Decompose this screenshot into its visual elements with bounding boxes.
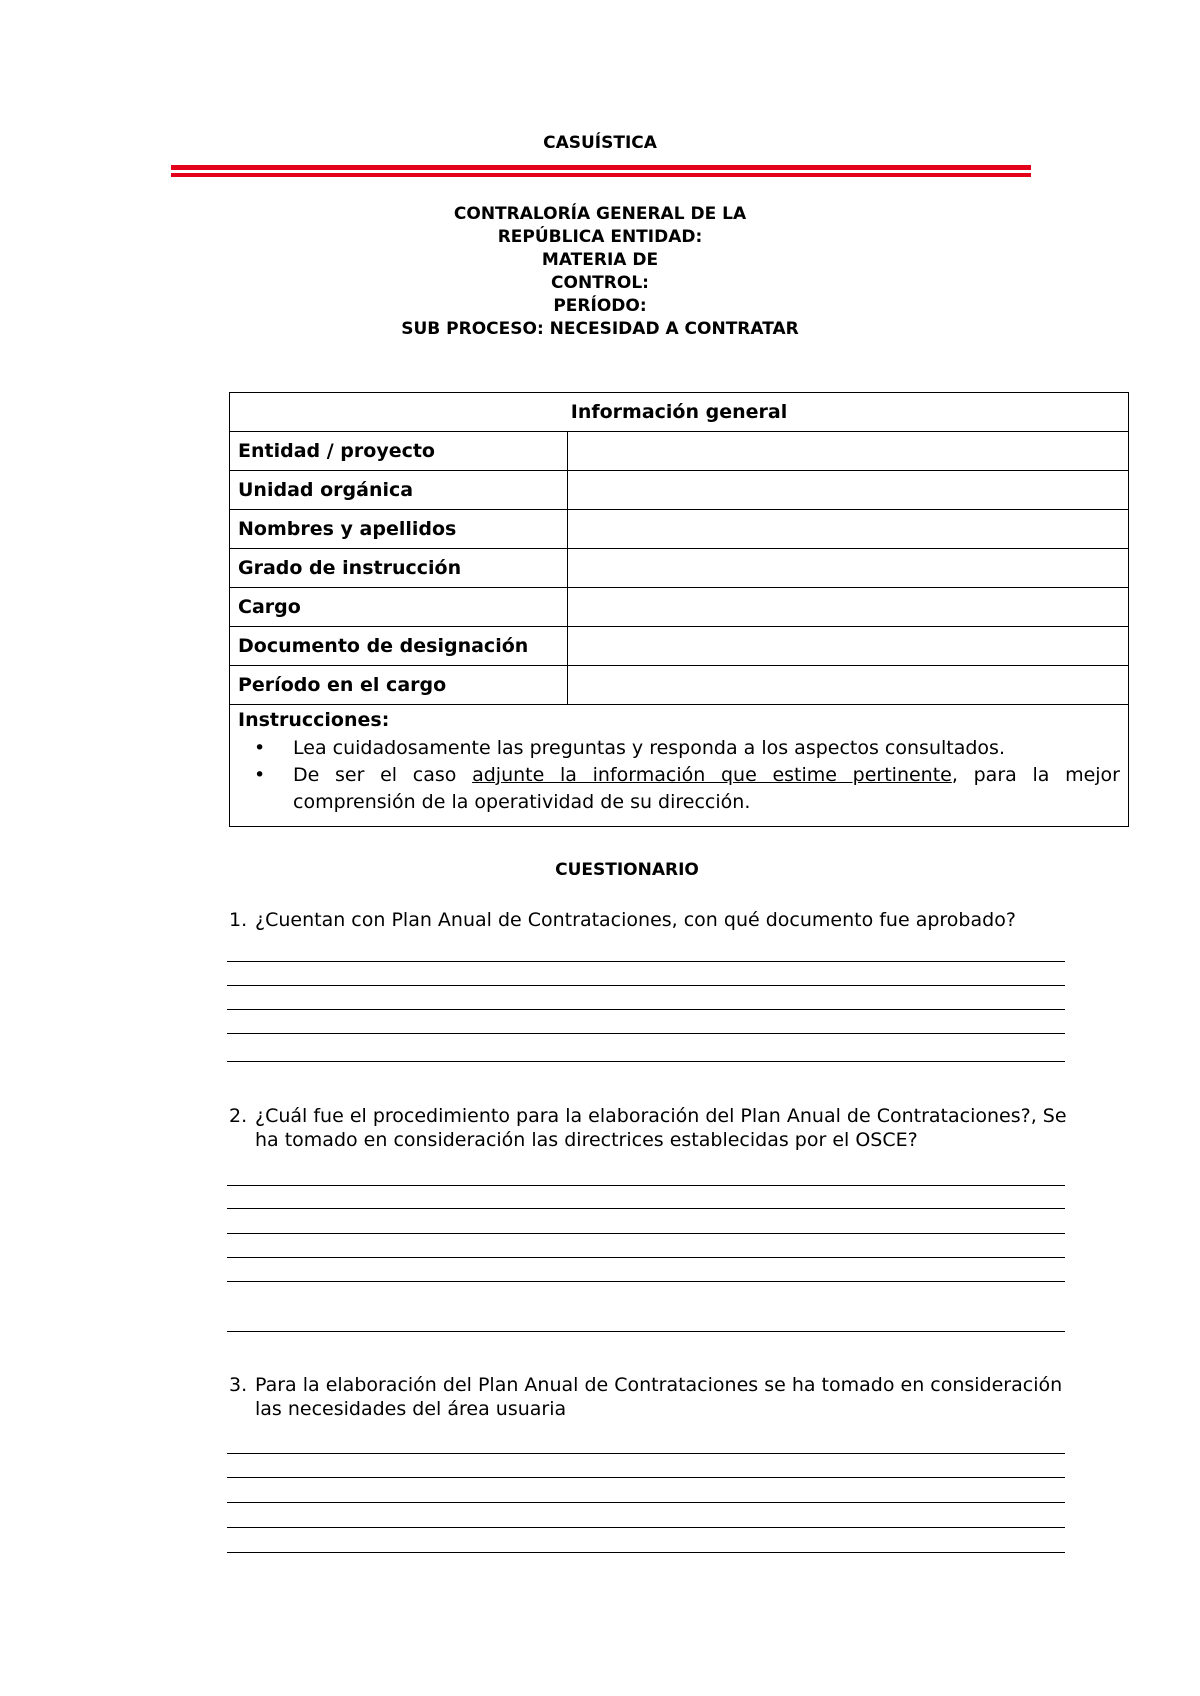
answer-line[interactable] — [227, 1185, 1065, 1186]
question-text: ¿Cuál fue el procedimiento para la elaboración del Plan Anual de Contrataciones?, Se ha tomado en consideración las directrices establecidas por el OSCE? — [255, 1105, 1067, 1151]
row-label-unit: Unidad orgánica — [230, 471, 568, 510]
row-value-period[interactable] — [568, 666, 1129, 705]
answer-line[interactable] — [227, 1061, 1065, 1062]
row-value-designation[interactable] — [568, 627, 1129, 666]
instruction-item — [238, 735, 1120, 762]
answer-line[interactable] — [227, 1477, 1065, 1478]
instructions-row — [230, 705, 1129, 827]
red-divider — [171, 165, 1031, 179]
row-label-name: Nombres y apellidos — [230, 510, 568, 549]
row-value-education[interactable] — [568, 549, 1129, 588]
row-label-education: Grado de instrucción — [230, 549, 568, 588]
question-number: 2. — [229, 1105, 248, 1127]
answer-line[interactable] — [227, 1208, 1065, 1209]
table-row — [230, 588, 1129, 627]
instructions-title: Instrucciones: — [238, 709, 390, 731]
row-label-period: Período en el cargo — [230, 666, 568, 705]
answer-line[interactable] — [227, 1453, 1065, 1454]
row-value-name[interactable] — [568, 510, 1129, 549]
question-text: Para la elaboración del Plan Anual de Contrataciones se ha tomado en consideración las necesidades del área usuaria — [255, 1374, 1063, 1420]
document-title: CASUÍSTICA — [543, 133, 657, 153]
table-row — [230, 627, 1129, 666]
question-1 — [229, 908, 1069, 932]
answer-line[interactable] — [227, 1502, 1065, 1503]
answer-line[interactable] — [227, 1331, 1065, 1332]
header-block — [0, 203, 1200, 341]
bullet-icon: • — [254, 737, 266, 759]
instructions-cell — [230, 705, 1129, 827]
question-3 — [229, 1373, 1069, 1421]
row-value-unit[interactable] — [568, 471, 1129, 510]
row-label-entity: Entidad / proyecto — [230, 432, 568, 471]
instructions-list — [238, 735, 1120, 816]
table-row — [230, 549, 1129, 588]
info-table-header-row — [230, 393, 1129, 432]
question-2 — [229, 1104, 1069, 1152]
answer-line[interactable] — [227, 961, 1065, 962]
answer-line[interactable] — [227, 1009, 1065, 1010]
header-line: SUB PROCESO: NECESIDAD A CONTRATAR — [401, 319, 799, 339]
row-label-designation: Documento de designación — [230, 627, 568, 666]
info-table — [229, 392, 1129, 827]
instruction-underlined-text: adjunte la información que estime pertinente — [472, 764, 952, 786]
answer-line[interactable] — [227, 1233, 1065, 1234]
table-row — [230, 432, 1129, 471]
question-text: ¿Cuentan con Plan Anual de Contrataciones, con qué documento fue aprobado? — [255, 909, 1016, 931]
answer-line[interactable] — [227, 1257, 1065, 1258]
table-row — [230, 666, 1129, 705]
row-value-position[interactable] — [568, 588, 1129, 627]
header-line: REPÚBLICA ENTIDAD: — [497, 227, 703, 247]
header-line: CONTRALORÍA GENERAL DE LA — [453, 204, 747, 224]
instruction-text: Lea cuidadosamente las preguntas y responda a los aspectos consultados. — [293, 737, 1005, 759]
header-line: PERÍODO: — [553, 296, 647, 316]
row-value-entity[interactable] — [568, 432, 1129, 471]
instruction-item — [238, 762, 1120, 816]
header-line: CONTROL: — [551, 273, 649, 293]
answer-line[interactable] — [227, 985, 1065, 986]
answer-line[interactable] — [227, 1281, 1065, 1282]
header-line: MATERIA DE — [541, 250, 659, 270]
instruction-text: De ser el caso — [293, 764, 473, 786]
table-row — [230, 510, 1129, 549]
table-row — [230, 471, 1129, 510]
answer-line[interactable] — [227, 1033, 1065, 1034]
questionnaire-title: CUESTIONARIO — [555, 860, 699, 880]
question-number: 3. — [229, 1374, 248, 1396]
bullet-icon: • — [254, 764, 266, 786]
question-number: 1. — [229, 909, 248, 931]
answer-line[interactable] — [227, 1527, 1065, 1528]
instruction-text: , para la mejor comprensión de la operatividad de su dirección. — [293, 764, 1120, 813]
row-label-position: Cargo — [230, 588, 568, 627]
info-table-header: Información general — [230, 393, 1129, 432]
answer-line[interactable] — [227, 1552, 1065, 1553]
